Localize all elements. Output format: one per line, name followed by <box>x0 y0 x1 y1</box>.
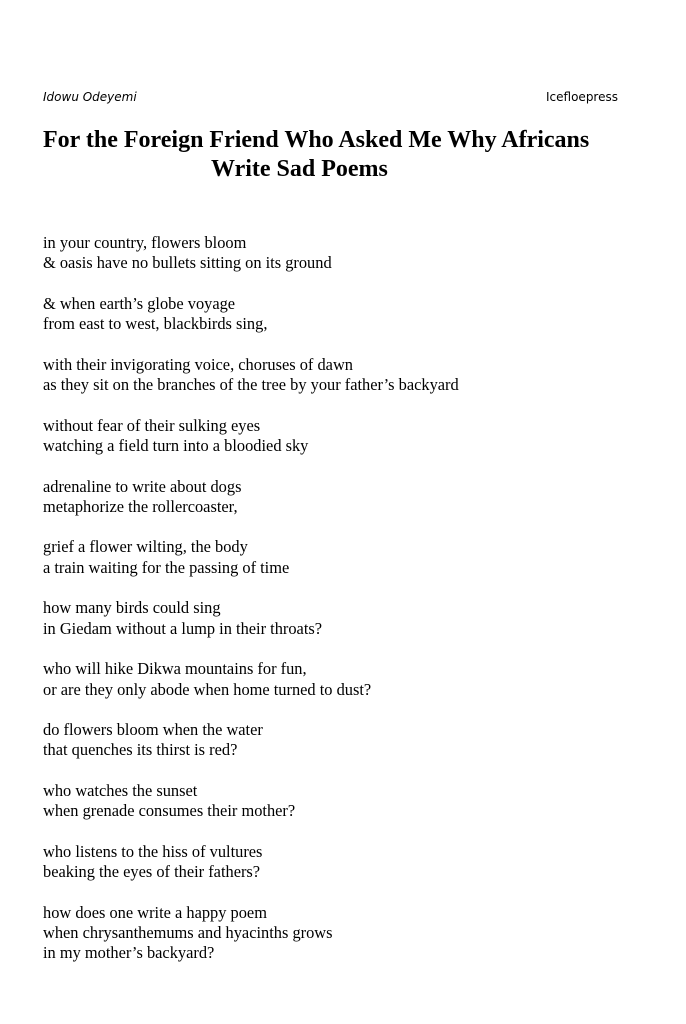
verse-line: as they sit on the branches of the tree by your father’s backyard <box>43 375 459 395</box>
verse-line: that quenches its thirst is red? <box>43 740 238 760</box>
verse-line: who watches the sunset <box>43 781 198 801</box>
verse-line: a train waiting for the passing of time <box>43 557 290 577</box>
verse-line: in Giedam without a lump in their throats? <box>43 618 323 638</box>
verse-line: do flowers bloom when the water <box>43 720 263 740</box>
poem-title-line-2: Write Sad Poems <box>211 156 388 182</box>
verse-line: & oasis have no bullets sitting on its ground <box>43 253 332 273</box>
stanza <box>43 233 643 274</box>
verse-line: adrenaline to write about dogs <box>43 476 242 496</box>
verse-line: how does one write a happy poem <box>43 902 267 922</box>
verse-line: or are they only abode when home turned to dust? <box>43 679 372 699</box>
poem-title <box>43 126 643 184</box>
stanza <box>43 781 643 822</box>
stanza <box>43 842 643 883</box>
verse-line: who will hike Dikwa mountains for fun, <box>43 659 307 679</box>
verse-line: from east to west, blackbirds sing, <box>43 314 268 334</box>
stanza <box>43 477 643 518</box>
stanza <box>43 720 643 761</box>
verse-line: in your country, flowers bloom <box>43 233 247 252</box>
verse-line: & when earth’s globe voyage <box>43 293 236 313</box>
verse-line: when chrysanthemums and hyacinths grows <box>43 923 333 943</box>
stanza <box>43 537 643 578</box>
author-name: Idowu Odeyemi <box>43 90 137 104</box>
stanza <box>43 416 643 457</box>
verse-line: beaking the eyes of their fathers? <box>43 862 261 882</box>
verse-line: grief a flower wilting, the body <box>43 537 248 557</box>
verse-line: who listens to the hiss of vultures <box>43 841 263 861</box>
verse-line: how many birds could sing <box>43 598 221 618</box>
stanza <box>43 598 643 639</box>
stanza <box>43 659 643 700</box>
verse-line: when grenade consumes their mother? <box>43 801 296 821</box>
verse-line: watching a field turn into a bloodied sky <box>43 435 309 455</box>
verse-line: in my mother’s backyard? <box>43 943 215 963</box>
poem-title-line-1: For the Foreign Friend Who Asked Me Why Africans <box>43 127 590 153</box>
verse-line: without fear of their sulking eyes <box>43 415 261 435</box>
stanza <box>43 355 643 396</box>
publisher-name: Icefloepress <box>546 90 618 104</box>
verse-line: with their invigorating voice, choruses of dawn <box>43 354 353 374</box>
verse-line: metaphorize the rollercoaster, <box>43 496 238 516</box>
stanza <box>43 294 643 335</box>
poem-body <box>43 233 643 984</box>
stanza <box>43 903 643 964</box>
